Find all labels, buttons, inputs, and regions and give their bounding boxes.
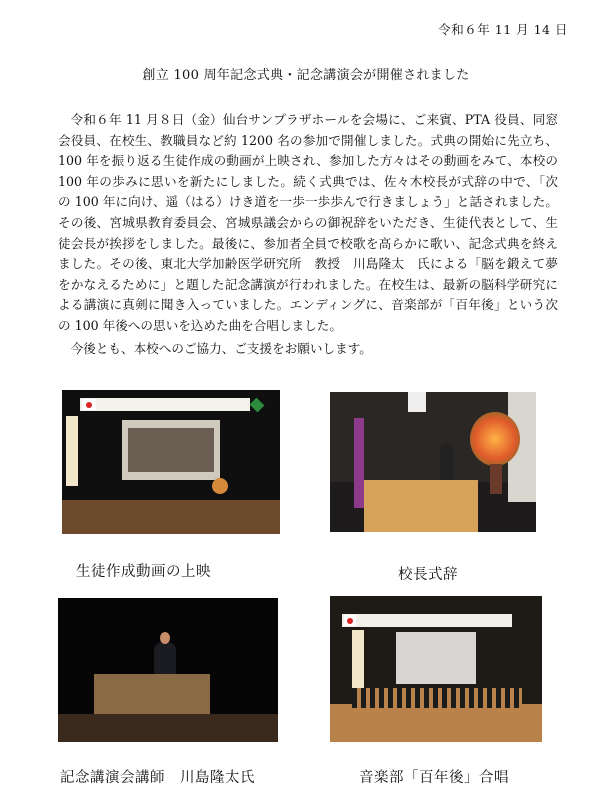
body-paragraph: 今後とも、本校へのご協力、ご支援をお願いします。 bbox=[70, 340, 372, 356]
photo-caption: 記念講演会講師 川島隆太氏 bbox=[60, 770, 255, 786]
photo-caption: 音楽部「百年後」合唱 bbox=[359, 770, 509, 786]
photo-principal-address bbox=[330, 392, 536, 532]
flower-arrangement bbox=[470, 412, 520, 466]
vase bbox=[490, 464, 502, 494]
stage bbox=[330, 704, 542, 742]
lecturer-figure bbox=[154, 642, 176, 676]
stage bbox=[62, 500, 280, 534]
flower-arrangement bbox=[212, 478, 228, 494]
photo-video-screening bbox=[62, 390, 280, 534]
document-date: 令和６年 11 月 14 日 bbox=[438, 22, 568, 37]
japan-flag-icon bbox=[82, 399, 96, 410]
side-banner bbox=[352, 630, 364, 694]
school-flag bbox=[354, 418, 364, 508]
podium bbox=[364, 480, 478, 532]
projection-screen bbox=[122, 420, 220, 480]
photo-choir bbox=[330, 596, 542, 742]
ceremony-banner bbox=[80, 398, 250, 411]
choir-members bbox=[352, 688, 522, 708]
projection-screen bbox=[396, 632, 476, 684]
photo-lecturer bbox=[58, 598, 278, 742]
japan-flag-icon bbox=[344, 615, 356, 626]
document-title: 創立 100 周年記念式典・記念講演会が開催されました bbox=[142, 68, 470, 83]
body-paragraph: 令和６年 11 月８日（金）仙台サンプラザホールを会場に、ご来賓、PTA 役員、同窓会役員、在校生、教職員など約 1200 名の参加で開催しました。式典の開始に先立ち、100 年を振り返る生徒作成の動画が上映され、参加した方々はその動画をみて、本校の 100 年の歩みに思いを新たにしました。続く式典では、佐々木校長が式辞の中で、「次の 100 年に向け、遥（はる）けき道を一歩一歩歩んで行きましょう」と話されました。その後、宮城県教育委員会、宮城県議会からの御祝辞をいただき、生徒代表として、生徒会長が挨拶をしました。最後に、参加者全員で校歌を高らかに歌い、記念式典を終えました。その後、東北大学加齢医学研究所 教授 川島隆太 氏による「脳を鍛えて夢をかなえるために」と題した記念講演が行われました。在校生は、最新の脳科学研究による講演に真剣に聞き入っていました。エンディングに、音楽部が「百年後」という次の 100 年後への思いを込めた曲を合唱しました。 bbox=[58, 112, 558, 333]
photo-caption: 校長式辞 bbox=[398, 567, 458, 583]
lecturer-head bbox=[160, 632, 170, 644]
principal-figure bbox=[440, 444, 454, 480]
school-emblem-icon bbox=[250, 398, 265, 413]
side-banner bbox=[66, 416, 78, 486]
photo-caption: 生徒作成動画の上映 bbox=[76, 564, 211, 580]
document-body bbox=[58, 110, 558, 359]
wall-sign bbox=[408, 392, 426, 412]
ceremony-banner bbox=[342, 614, 512, 627]
stage-floor bbox=[58, 714, 278, 742]
